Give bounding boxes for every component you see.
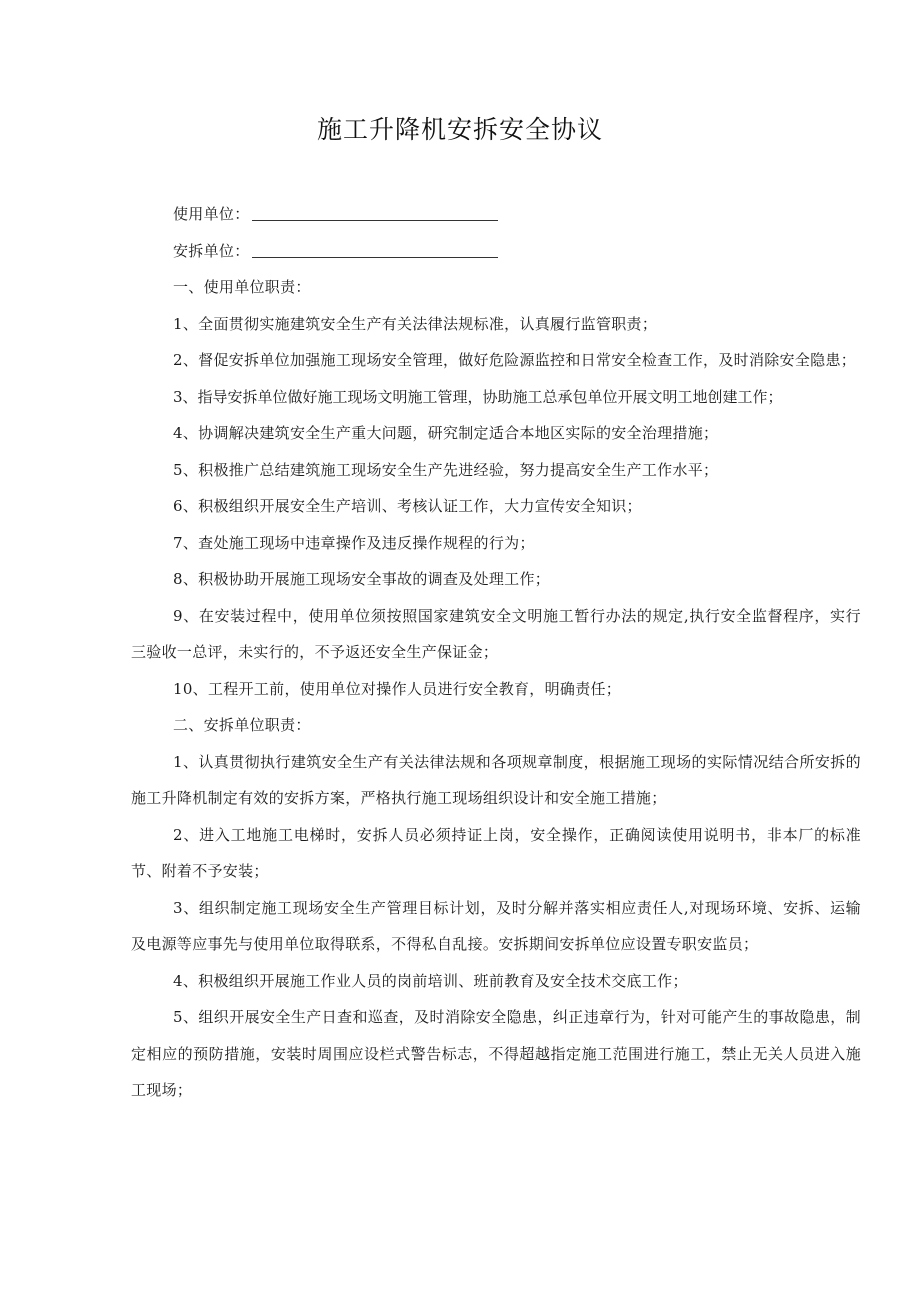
document-title: 施工升降机安拆安全协议	[316, 115, 603, 144]
clause: 2、督促安拆单位加强施工现场安全管理，做好危险源监控和日常安全检查工作，及时消除安全隐患；	[173, 351, 857, 369]
clause: 8、积极协助开展施工现场安全事故的调查及处理工作；	[173, 570, 551, 588]
section-heading: 一、使用单位职责：	[173, 278, 311, 296]
clause: 3、组织制定施工现场安全生产管理目标计划，及时分解并落实相应责任人,对现场环境、安拆、运输及电源等应事先与使用单位取得联系，不得私自乱接。安拆期间安拆单位应设置专职安监员；	[131, 898, 861, 953]
blank-line	[252, 200, 498, 221]
field-user-unit	[131, 196, 861, 233]
clause: 6、积极组织开展安全生产培训、考核认证工作，大力宣传安全知识；	[173, 497, 642, 515]
clause: 1、认真贯彻执行建筑安全生产有关法律法规和各项规章制度，根据施工现场的实际情况结合所安拆的施工升降机制定有效的安拆方案，严格执行施工现场组织设计和安全施工措施；	[131, 752, 861, 807]
clause: 5、积极推广总结建筑施工现场安全生产先进经验，努力提高安全生产工作水平；	[173, 460, 719, 479]
field-label: 使用单位：	[173, 205, 250, 223]
blank-line	[252, 237, 498, 258]
clause: 4、协调解决建筑安全生产重大问题，研究制定适合本地区实际的安全治理措施；	[173, 424, 719, 442]
clause: 3、指导安拆单位做好施工现场文明施工管理，协助施工总承包单位开展文明工地创建工作；	[173, 387, 783, 406]
clause: 9、在安装过程中，使用单位须按照国家建筑安全文明施工暂行办法的规定,执行安全监督程序，实行三验收一总评，未实行的，不予返还安全生产保证金；	[131, 606, 861, 661]
field-label: 安拆单位：	[173, 241, 250, 260]
clause: 10、工程开工前，使用单位对操作人员进行安全教育，明确责任；	[173, 679, 622, 698]
clause: 2、进入工地施工电梯时，安拆人员必须持证上岗，安全操作，正确阅读使用说明书，非本厂的标准节、附着不予安装；	[131, 825, 861, 880]
field-installer-unit	[131, 233, 861, 270]
document-body	[131, 196, 861, 1109]
clause: 4、积极组织开展施工作业人员的岗前培训、班前教育及安全技术交底工作；	[173, 971, 688, 990]
section-heading: 二、安拆单位职责：	[173, 716, 311, 734]
clause: 1、全面贯彻实施建筑安全生产有关法律法规标准，认真履行监管职责；	[173, 314, 658, 333]
clause: 7、查处施工现场中违章操作及违反操作规程的行为；	[173, 533, 535, 552]
clause: 5、组织开展安全生产日查和巡查，及时消除安全隐患，纠正违章行为，针对可能产生的事故隐患，制定相应的预防措施，安装时周围应设栏式警告标志，不得超越指定施工范围进行施工，禁止无关人员进入施工现场；	[131, 1008, 861, 1099]
